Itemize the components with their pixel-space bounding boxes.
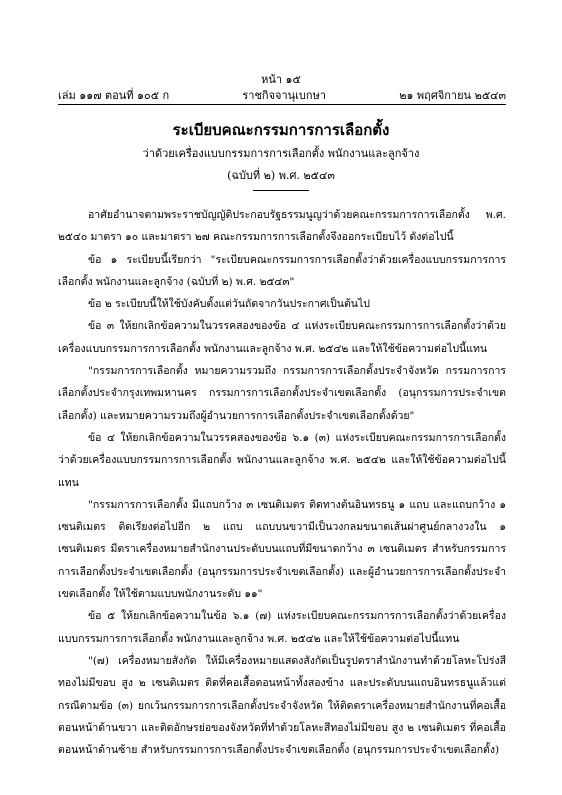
document-title: ระเบียบคณะกรรมการการเลือกตั้ง [172, 121, 390, 139]
gazette-header [58, 86, 506, 104]
publication-date: ๒๑ พฤศจิกายน ๒๕๔๓ [399, 89, 506, 102]
paragraph-clause-4-text: "กรรมการการเลือกตั้ง มีแถบกว้าง ๓ เซนติเมตร ติดทางต้นอินทรธนู ๑ แถบ และแถบกว้าง ๑ เซนติเมตร ติดเรียงต่อไปอีก ๒ แถบ แถบบนขวามีเป็นวงกลมขนาดเส้นผ่าศูนย์กลางวงใน ๑ เซนติเมตร มีตราเครื่องหมายสำนักงานประดับบนแถบที่มีขนาดกว้าง ๓ เซนติเมตร สำหรับกรรมการการเลือกตั้งประจำเขตเลือกตั้ง (อนุกรรมการประจำเขตเลือกตั้ง) และผู้อำนวยการการเลือกตั้งประจำเขตเลือกตั้ง ให้ใช้ตามแบบพนักงานระดับ ๑๑" [58, 498, 506, 601]
header-divider [58, 104, 506, 105]
page-number: หน้า ๑๕ [261, 73, 301, 86]
document-edition: (ฉบับที่ ๒) พ.ศ. ๒๕๔๓ [227, 169, 335, 182]
document-body [58, 204, 506, 761]
paragraph-clause-3: ข้อ ๓ ให้ยกเลิกข้อความในวรรคสองของข้อ ๔ แห่งระเบียบคณะกรรมการการเลือกตั้งว่าด้วยเครื่องแบบกรรมการการเลือกตั้ง พนักงานและลูกจ้าง พ.ศ. ๒๕๔๒ และให้ใช้ข้อความต่อไปนี้แทน [58, 320, 506, 355]
paragraph-clause-5: ข้อ ๕ ให้ยกเลิกข้อความในข้อ ๖.๑ (๗) แห่งระเบียบคณะกรรมการการเลือกตั้งว่าด้วยเครื่องแบบกรรมการการเลือกตั้ง พนักงานและลูกจ้าง พ.ศ. ๒๕๔๒ และให้ใช้ข้อความต่อไปนี้แทน [58, 610, 506, 645]
volume-issue: เล่ม ๑๑๗ ตอนที่ ๑๐๕ ก [58, 89, 170, 102]
paragraph-clause-3-text: "กรรมการการเลือกตั้ง หมายความรวมถึง กรรมการการเลือกตั้งประจำจังหวัด กรรมการการเลือกตั้งประจำกรุงเทพมหานคร กรรมการการเลือกตั้งประจำเขตเลือกตั้ง (อนุกรรมการประจำเขตเลือกตั้ง) และหมายความรวมถึงผู้อำนวยการการเลือกตั้งประจำเขตเลือกตั้งด้วย" [58, 365, 506, 422]
paragraph-clause-1: ข้อ ๑ ระเบียบนี้เรียกว่า "ระเบียบคณะกรรมการการเลือกตั้งว่าด้วยเครื่องแบบกรรมการการเลือกตั้ง พนักงานและลูกจ้าง (ฉบับที่ ๒) พ.ศ. ๒๕๔๓" [58, 253, 506, 288]
paragraph-clause-5-text: "(๗) เครื่องหมายสังกัด ให้มีเครื่องหมายแสดงสังกัดเป็นรูปตราสำนักงานทำด้วยโลหะโปร่งสีทองไม่มีขอบ สูง ๒ เซนติเมตร ติดที่คอเสื้อตอนหน้าทั้งสองข้าง และประดับบนแถบอินทรธนูแล้วแต่กรณีตามข้อ (๓) ยกเว้นกรรมการการเลือกตั้งประจำจังหวัด ให้ติดตราเครื่องหมายสำนักงานที่คอเสื้อตอนหน้าด้านขวา และติดอักษรย่อของจังหวัดที่ทำด้วยโลหะสีทองไม่มีขอบ สูง ๒ เซนติเมตร ที่คอเสื้อตอนหน้าด้านซ้าย สำหรับกรรมการการเลือกตั้งประจำเขตเลือกตั้ง (อนุกรรมการประจำเขตเลือกตั้ง) [58, 654, 506, 757]
paragraph-clause-4: ข้อ ๔ ให้ยกเลิกข้อความในวรรคสองของข้อ ๖.๑ (๓) แห่งระเบียบคณะกรรมการการเลือกตั้งว่าด้วยเครื่องแบบกรรมการการเลือกตั้ง พนักงานและลูกจ้าง พ.ศ. ๒๕๔๒ และให้ใช้ข้อความต่อไปนี้แทน [58, 431, 506, 489]
document-subtitle: ว่าด้วยเครื่องแบบกรรมการการเลือกตั้ง พนักงานและลูกจ้าง [142, 147, 420, 160]
paragraph-preamble: อาศัยอำนาจตามพระราชบัญญัติประกอบรัฐธรรมนูญว่าด้วยคณะกรรมการการเลือกตั้ง พ.ศ. ๒๕๔๐ มาตรา ๑๐ และมาตรา ๒๗ คณะกรรมการการเลือกตั้งจึงออกระเบียบไว้ ดังต่อไปนี้ [58, 209, 506, 244]
paragraph-clause-2: ข้อ ๒ ระเบียบนี้ให้ใช้บังคับตั้งแต่วันถัดจากวันประกาศเป็นต้นไป [88, 298, 370, 311]
title-divider [253, 190, 309, 191]
publication-name: ราชกิจจานุเบกษา [242, 89, 327, 102]
